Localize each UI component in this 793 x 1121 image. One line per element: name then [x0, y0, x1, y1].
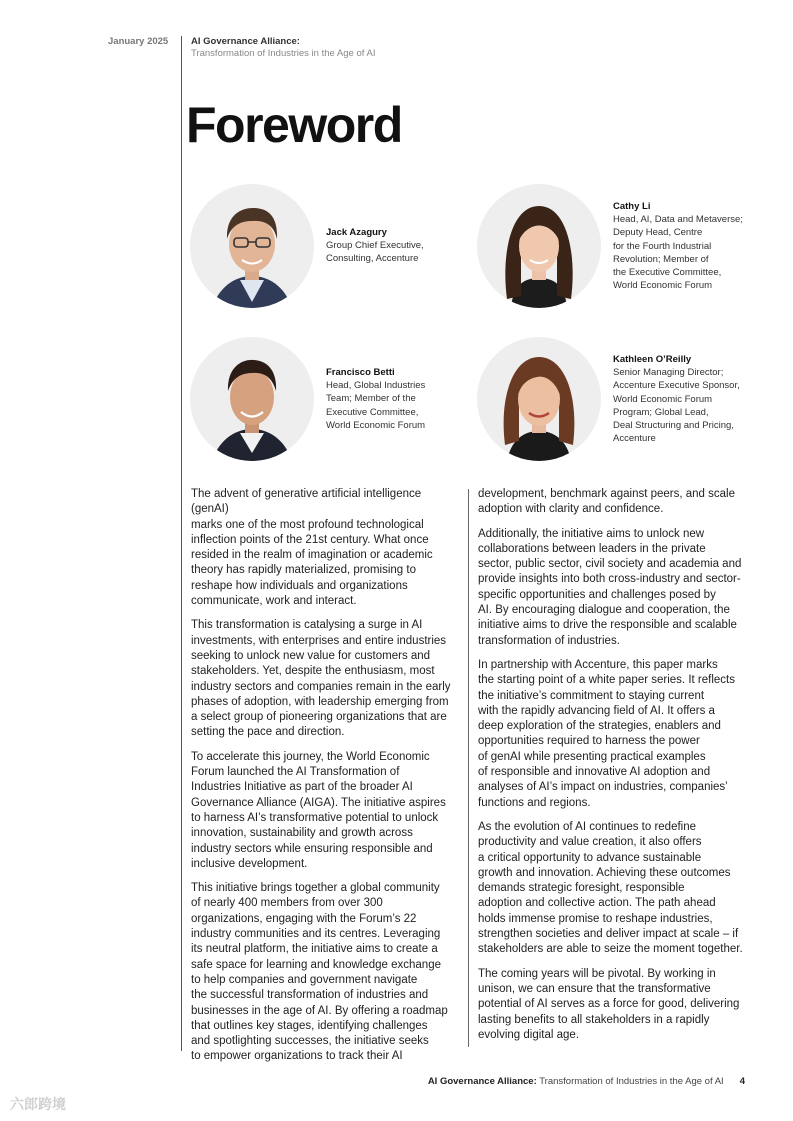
- body-paragraph: [191, 618, 461, 740]
- text-line: of genAI while presenting practical examples: [478, 750, 706, 763]
- text-line: of responsible and innovative AI adoption and: [478, 766, 711, 779]
- text-line: the initiative’s commitment to staying current: [478, 689, 705, 702]
- text-line: inclusive development.: [191, 857, 308, 870]
- text-line: industry sectors and companies remain in the early: [191, 680, 451, 693]
- text-line: stakeholders are able to seize the moment together.: [478, 943, 743, 956]
- text-line: Industries Initiative as part of the broader AI: [191, 781, 413, 794]
- text-line: provide insights into both cross-industry and sector-: [478, 573, 741, 586]
- person-role-line: World Economic Forum: [613, 280, 713, 292]
- body-paragraph: [191, 881, 461, 1065]
- text-line: communicate, work and interact.: [191, 595, 357, 608]
- text-line: deep exploration of the strategies, enablers and: [478, 720, 721, 733]
- body-paragraph: [478, 487, 750, 518]
- body-column-right: [478, 487, 750, 1052]
- text-line: In partnership with Accenture, this paper marks: [478, 658, 718, 671]
- body-paragraph: [478, 658, 750, 811]
- text-line: safe space for learning and knowledge exchange: [191, 958, 441, 971]
- text-line: specific opportunities and challenges posed by: [478, 588, 716, 601]
- text-line: evolving digital age.: [478, 1028, 580, 1041]
- text-line: a critical opportunity to advance sustainable: [478, 851, 702, 864]
- header-block: [191, 36, 375, 60]
- text-line: resided in the realm of imagination or academic: [191, 549, 433, 562]
- portrait-jack-azagury: [190, 184, 314, 308]
- text-line: marks one of the most profound technological: [191, 518, 424, 531]
- text-line: This transformation is catalysing a surge in AI: [191, 619, 423, 632]
- text-line: lasting benefits to all stakeholders in a rapidly: [478, 1013, 710, 1026]
- header-date: January 2025: [108, 36, 169, 47]
- body-paragraph: [478, 527, 750, 649]
- text-line: innovation, sustainability and growth across: [191, 827, 413, 840]
- person-role-line: Head, AI, Data and Metaverse;: [613, 214, 743, 226]
- footer-series: AI Governance Alliance:: [427, 1076, 537, 1087]
- text-line: collaborations between leaders in the private: [478, 542, 706, 555]
- header-subtitle: Transformation of Industries in the Age of AI: [191, 48, 376, 59]
- person-role-line: Group Chief Executive,: [326, 240, 424, 252]
- text-line: to help companies and government navigate: [191, 973, 418, 986]
- text-line: reshape how individuals and organizations: [191, 579, 408, 592]
- person-role-line: the Executive Committee,: [613, 267, 722, 279]
- text-line: a select group of pioneering organizations that are: [191, 711, 447, 724]
- person-role-line: Deputy Head, Centre: [613, 227, 703, 239]
- body-paragraph: [191, 750, 461, 872]
- text-line: growth and innovation. Achieving these outcomes: [478, 866, 731, 879]
- text-line: development, benchmark against peers, and scale: [478, 488, 735, 500]
- text-line: investments, with enterprises and entire industries: [191, 634, 447, 647]
- text-line: strengthen societies and deliver impact at scale – if: [478, 928, 739, 941]
- column-divider: [468, 489, 469, 1047]
- text-line: to harness AI’s transformative potential to unlock: [191, 811, 439, 824]
- text-line: industry sectors while ensuring responsible and: [191, 842, 433, 855]
- text-line: the successful transformation of industries and: [191, 989, 429, 1002]
- text-line: Governance Alliance (AIGA). The initiative aspires: [191, 796, 446, 809]
- text-line: and spotlighting successes, the initiative seeks: [191, 1035, 429, 1048]
- text-line: opportunities required to harness the power: [478, 735, 700, 748]
- text-line: stakeholders. Yet, despite the enthusiasm, most: [191, 665, 435, 678]
- text-line: setting the pace and direction.: [191, 726, 345, 739]
- text-line: Forum launched the AI Transformation of: [191, 766, 400, 779]
- text-line: with the rapidly advancing field of AI. It offers a: [478, 704, 715, 717]
- text-line: AI. By encouraging dialogue and cooperation, the: [478, 604, 730, 617]
- person-role-line: Consulting, Accenture: [326, 253, 419, 265]
- text-line: industry communities and its centres. Leveraging: [191, 928, 441, 941]
- person-role-line: Deal Structuring and Pricing,: [613, 420, 734, 432]
- text-line: demands strategic foresight, responsible: [478, 882, 685, 895]
- text-line: adoption with clarity and confidence.: [478, 503, 664, 516]
- person-name: Francisco Betti: [326, 367, 395, 378]
- text-line: potential of AI serves as a force for good, delivering: [478, 998, 740, 1011]
- person-role-line: Head, Global Industries: [326, 380, 426, 392]
- left-rule: [181, 36, 182, 1051]
- text-line: unison, we can ensure that the transformative: [478, 982, 711, 995]
- text-line: phases of adoption, with leadership emerging from: [191, 695, 449, 708]
- text-line: of nearly 400 members from over 300: [191, 897, 383, 910]
- person-francisco-betti: [326, 366, 466, 432]
- person-name: Kathleen O’Reilly: [613, 354, 692, 365]
- text-line: theory has rapidly materialized, promising to: [191, 564, 416, 577]
- person-role-line: Accenture: [613, 433, 656, 445]
- person-role-line: World Economic Forum: [326, 419, 426, 431]
- text-line: Additionally, the initiative aims to unlock new: [478, 527, 705, 540]
- text-line: holds immense promise to reshape industries,: [478, 912, 713, 925]
- text-line: that outlines key stages, identifying challenges: [191, 1019, 428, 1032]
- portrait-kathleen-oreilly: [477, 337, 601, 461]
- person-role-line: Team; Member of the: [326, 393, 416, 405]
- text-line: sector, public sector, civil society and academia and: [478, 558, 742, 571]
- text-line: to empower organizations to track their AI: [191, 1050, 403, 1063]
- text-line: inflection points of the 21st century. What once: [191, 533, 429, 546]
- text-line: productivity and value creation, it also offers: [478, 836, 702, 849]
- person-jack-azagury: [326, 226, 466, 266]
- text-line: initiative aims to drive the responsible and scalable: [478, 619, 737, 632]
- text-line: adoption and collective action. The path ahead: [478, 897, 716, 910]
- text-line: analyses of AI’s impact on industries, companies’: [478, 781, 728, 794]
- person-role-line: Program; Global Lead,: [613, 406, 709, 418]
- person-role-line: World Economic Forum: [613, 393, 713, 405]
- text-line: The coming years will be pivotal. By working in: [478, 967, 716, 980]
- portrait-francisco-betti: [190, 337, 314, 461]
- text-line: As the evolution of AI continues to redefine: [478, 820, 697, 833]
- person-cathy-li: [613, 200, 773, 292]
- header-series: AI Governance Alliance:: [191, 36, 300, 47]
- page-title: Foreword: [186, 97, 402, 153]
- text-line: transformation of industries.: [478, 634, 620, 647]
- portrait-cathy-li: [477, 184, 601, 308]
- footer-subtitle: Transformation of Industries in the Age of AI: [536, 1076, 724, 1087]
- footer: [428, 1076, 745, 1087]
- body-paragraph: [478, 967, 750, 1043]
- body-paragraph: [191, 487, 461, 609]
- text-line: This initiative brings together a global community: [191, 882, 440, 895]
- person-role-line: Accenture Executive Sponsor,: [613, 380, 740, 392]
- person-role-line: Senior Managing Director;: [613, 367, 724, 379]
- text-line: businesses in the age of AI. By offering a roadmap: [191, 1004, 448, 1017]
- person-role-line: Executive Committee,: [326, 406, 419, 418]
- person-kathleen-oreilly: [613, 353, 773, 445]
- text-line: To accelerate this journey, the World Economic: [191, 750, 430, 763]
- page-number: 4: [739, 1076, 745, 1087]
- text-line: the starting point of a white paper series. It reflects: [478, 674, 735, 687]
- person-role-line: Revolution; Member of: [613, 253, 709, 265]
- person-name: Jack Azagury: [326, 227, 387, 238]
- watermark-logo: 六郎跨境: [10, 1096, 66, 1112]
- person-role-line: for the Fourth Industrial: [613, 240, 712, 252]
- text-line: The advent of generative artificial intelligence (genAI): [191, 488, 422, 516]
- text-line: seeking to unlock new value for customers and: [191, 649, 431, 662]
- text-line: organizations, engaging with the Forum’s 22: [191, 912, 417, 925]
- body-column-left: [191, 487, 461, 1074]
- text-line: its neutral platform, the initiative aims to create a: [191, 943, 438, 956]
- person-name: Cathy Li: [613, 201, 651, 212]
- body-paragraph: [478, 820, 750, 958]
- text-line: functions and regions.: [478, 796, 591, 809]
